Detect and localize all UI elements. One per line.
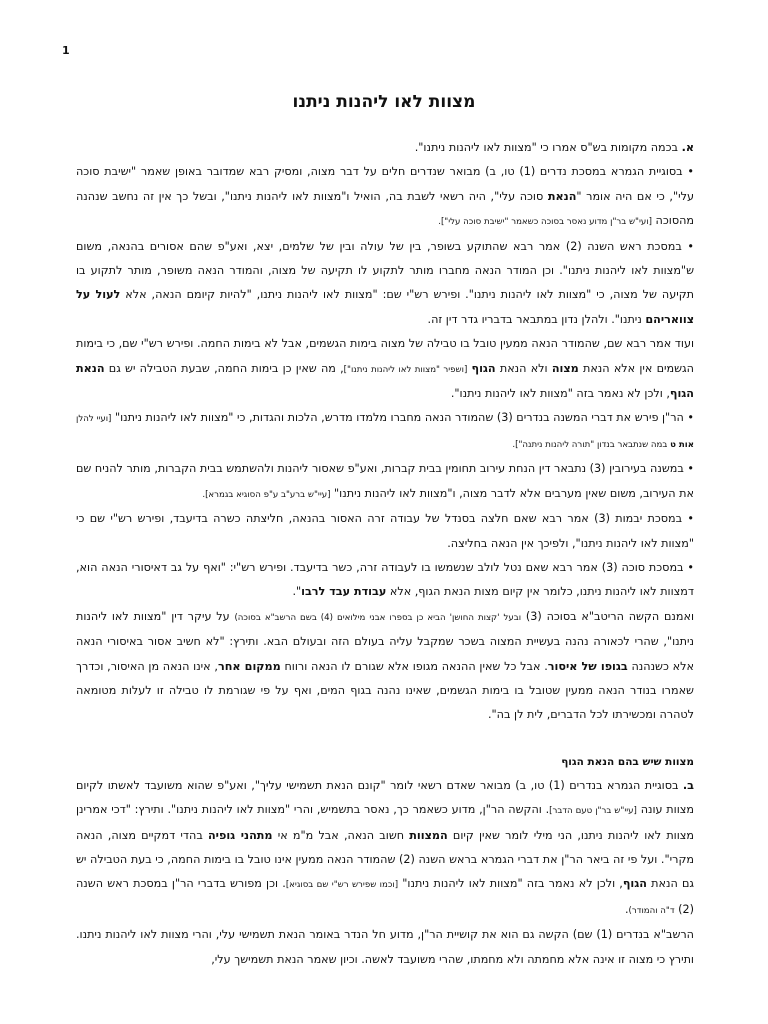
text-run: סוכה עלי", היה רשאי לשבת בה, הואיל ו"מצוות לאו ליהנות ניתנו", ובשל כך אין זה נחשב שנהנה מהסוכה <box>76 189 694 228</box>
citation-text: במה שנתבאר בנדון "תורה ליהנות ניתנה"]. <box>512 439 671 450</box>
text-run: בהדי דמקיים מצוה, הנאה מקרי". ועל פי זה ביאר הר"ן את דברי הגמרא בראש השנה (2) שהמודר הנאה ממעין אינו טובל בו בימות החמה, כי בעת הטבילה יש גם הנאת <box>76 828 694 891</box>
section-heading <box>76 750 694 774</box>
bold-text: הנאת <box>547 189 577 203</box>
paragraph <box>76 332 694 406</box>
paragraph <box>76 507 694 556</box>
text-run: , ולכן לא נאמר בזה "מצוות לאו ליהנות ניתנו". <box>450 387 670 401</box>
text-run: בכמה מקומות בש"ס אמרו כי "מצוות לאו ליהנות ניתנו". <box>414 141 682 154</box>
document-body <box>76 136 694 972</box>
paragraph <box>76 235 694 333</box>
text-run: . וכן מפורש בדברי הר"ן במסכת ראש השנה (2) <box>76 877 694 916</box>
text-run: • במסכת יבמות (3) אמר רבא שאם חלצה בסנדל של עבודה זרה האסור בהנאה, חליצתה כשרה בדיעבד, ופירש רש"י שם כי "מצוות לאו ליהנות ניתנו", ולפיכך אין הנאה בחליצה. <box>76 512 694 550</box>
text-run: מצוות שיש בהם הנאת הגוף <box>561 755 694 768</box>
citation-text: [ושפיר "מצוות לאו ליהנות ניתנו"] <box>343 364 468 375</box>
bold-text: מצוה <box>551 361 579 375</box>
bold-text: אות ט <box>670 439 694 450</box>
citation-text: [ועיי להלן <box>76 414 112 425</box>
paragraph <box>76 160 694 234</box>
citation-text: ובעל 'קצות החושן' הביא כן בספרו אבני מילואים (4) בשם הרשב"א בסוכה) <box>234 612 522 623</box>
paragraph <box>76 406 694 457</box>
text-run: חשוב הנאה, אבל מ"מ אי <box>272 828 410 842</box>
citation-text: [וכמו שפירש רש"י שם בסוגיא] <box>285 880 399 891</box>
text-run: , אינו הנאה מן האיסור, וכדרך שאמרו בנודר הנאה ממעין שטובל בו בימות הגשמים, שאינו נהנה בגוף המים, ואף על פי שגורמת לו טבילה זו לעלות מטומאה לטהרה ומכשירתו לכל הדברים, לית לן בה". <box>76 659 694 722</box>
text-run: על עיקר דין "מצוות לאו ליהנות ניתנו", שהרי לכאורה נהנה בעשיית המצוה בשכר שמקבל עליה בעולם הזה ובעולם הבא. ותירץ: "לא חשיב אסור באיסורי הנאה אלא כשנהנה <box>76 609 694 673</box>
text-run: • הר"ן פירש את דברי המשנה בנדרים (3) שהמודר הנאה מחברו מלמדו מדרש, הלכות והגדות, כי "מצוות לאו ליהנות ניתנו" <box>111 411 694 425</box>
text-run: , ולכן לא נאמר בזה "מצוות לאו ליהנות ניתנו" <box>398 877 623 891</box>
text-run: • במשנה בעירובין (3) נתבאר דין הנחת עירוב תחומין בבית קברות, ואע"פ שאסור ליהנות ולהשתמש בבית הקברות, מותר להניח שם את העירוב, משום שאין מערבים אלא לדבר מצוה, ו"מצוות לאו ליהנות ניתנו" <box>76 462 694 500</box>
bold-text: ב. <box>682 778 694 792</box>
page-title: מצוות לאו ליהנות ניתנו <box>292 92 476 112</box>
text-run: . אבל כל שאין ההנאה מגופו אלא שגורם לו הנאה ורווח <box>280 659 548 673</box>
citation-text: ד"ה והמודר) <box>628 905 675 916</box>
text-run: • במסכת סוכה (3) אמר רבא שאם נטל לולב שנשמשו בו לעבודה זרה, כשר בדיעבד. ופירש רש"י: "ואף על גב דאיסורי הנאה הוא, דמצוות לאו ליהנות ניתנו, כלומר אין קיום מצות הנאת הגוף, אלא <box>76 560 694 599</box>
paragraph <box>76 923 694 972</box>
bold-text: המצוות <box>409 828 448 842</box>
page-number: 1 <box>62 44 70 57</box>
bold-text: הגוף <box>471 361 496 375</box>
paragraph <box>76 605 694 728</box>
bold-text: מתהני גופיה <box>208 828 273 842</box>
citation-text: [עיי"ש בר"ן טעם הדבר] <box>549 806 637 817</box>
text-run: ניתנו". ולהלן נדון במתבאר בדבריו גדר דין זה. <box>427 312 646 326</box>
text-run: • בסוגיית הגמרא במסכת נדרים (1) טו, ב) מבואר שנדרים חלים על דבר מצוה, ומסיק רבא שמדובר באופן שאמר "ישיבת סוכה עלי", כי אם היה אומר " <box>76 165 695 203</box>
bold-text: הגוף <box>622 877 647 891</box>
text-run: . והקשה הר"ן, מדוע כשאמר כך, נאסר בתשמיש, והרי "מצוות לאו ליהנות ניתנו". ותירץ: "דכי אמרינן מצוות לאו ליהנות ניתנו, הני מילי לומר שאין קיום <box>76 803 695 842</box>
citation-text: [עיי"ש ברע"ב ע"פ הסוגיא בגמרא]. <box>202 489 331 500</box>
text-run: , מה שאין כן בימות החמה, שבעת הטבילה יש גם <box>104 361 344 375</box>
text-run: ואמנם הקשה הריטב"א בסוכה (3) <box>521 609 695 623</box>
bold-text: לעול על צווארי​הם <box>76 288 694 326</box>
bold-text: בגופו של איסור <box>547 659 628 673</box>
bold-text: ממקום אחר <box>217 659 281 673</box>
text-run: בסוגיית הגמרא בנדרים (1) טו, ב) מבואר שאדם רשאי לומר "קונם הנאת תשמישי עליך", ואע"פ שהוא משועבד לאשתו לקיום מצוות עונה <box>76 778 694 817</box>
paragraph <box>76 774 694 923</box>
paragraph <box>76 556 694 605</box>
paragraph <box>76 457 694 507</box>
text-run: • במסכת ראש השנה (2) אמר רבא שהתוקע בשופר, בין של עולה ובין של שלמים, יצא, ואע"פ שהם אסורים בהנאה, משום ש"מצוות לאו ליהנות ניתנו". וכן המודר הנאה מחברו מותר לתקוע לו תקיעה של מצוה, והמודר הנאה משופר, מותר לתקוע בו תקיעה של מצוה, כי "מצוות לאו ליהנות ניתנו". ופירש רש"י שם: "מצוות לאו ליהנות ניתנו, "להיות קיומם הנאה, אלא <box>76 239 694 302</box>
bold-text: הנאת הגוף <box>76 361 694 401</box>
text-run: הרשב"א בנדרים (1) שם) הקשה גם הוא את קושיית הר"ן, מדוע חל הנדר באומר הנאת תשמישי עלי, והרי מצוות לאו ליהנות ניתנו. ותירץ כי מצוה זו אינה אלא מחמתה ולא מחמתו, שהרי משועבד לאשה. וכיון שאמר הנאת תשמישך עלי, <box>76 928 694 966</box>
text-run: ולא הנאת <box>495 361 552 375</box>
text-run: . <box>624 902 629 916</box>
bold-text: עבודת עבד לרבו <box>301 585 387 599</box>
text-run: ". <box>292 585 302 599</box>
text-run: ועוד אמר רבא שם, שהמודר הנאה ממעין טובל בו טבילה של מצוה בימות הגשמים, אבל לא בימות החמה. ופירש רש"י שם, כי בימות הגשמים אין אלא הנאת <box>76 337 694 375</box>
citation-text: [ועי"ש בר"ן מדוע נאסר בסוכה כשאמר "ישיבת סוכה עלי"]. <box>438 217 652 228</box>
paragraph <box>76 136 694 160</box>
bold-text: א. <box>681 141 694 154</box>
